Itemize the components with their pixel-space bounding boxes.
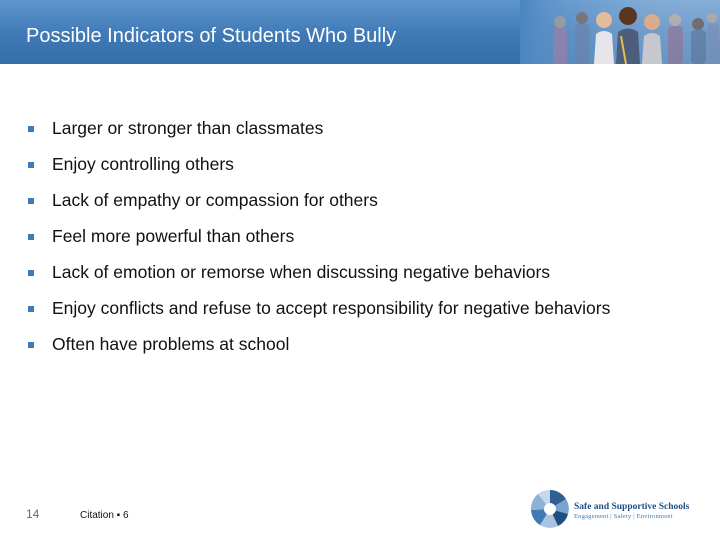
bullet-text: Larger or stronger than classmates xyxy=(52,117,324,138)
slide-number: 14 xyxy=(26,507,40,521)
safe-supportive-schools-logo xyxy=(528,486,700,532)
square-bullet-icon xyxy=(28,270,34,276)
list-item xyxy=(28,218,610,254)
square-bullet-icon xyxy=(28,162,34,168)
list-item xyxy=(28,326,610,362)
list-item xyxy=(28,290,610,326)
bullet-list xyxy=(28,110,610,362)
citation: Citation ▪ 6 xyxy=(80,510,129,521)
bullet-text: Feel more powerful than others xyxy=(52,225,295,246)
square-bullet-icon xyxy=(28,342,34,348)
square-bullet-icon xyxy=(28,306,34,312)
list-item xyxy=(28,110,610,146)
bullet-text: Lack of empathy or compassion for others xyxy=(52,189,378,210)
bullet-text: Lack of emotion or remorse when discussing negative behaviors xyxy=(52,261,551,282)
list-item xyxy=(28,182,610,218)
title-banner xyxy=(0,0,720,64)
bullet-text: Often have problems at school xyxy=(52,333,290,354)
bullet-text: Enjoy conflicts and refuse to accept responsibility for negative behaviors xyxy=(52,297,611,318)
sunburst-globe-logo-icon xyxy=(528,486,574,532)
square-bullet-icon xyxy=(28,198,34,204)
slide-title: Possible Indicators of Students Who Bully xyxy=(26,25,397,47)
logo-tagline: Engagement | Safety | Environment xyxy=(574,513,673,520)
list-item xyxy=(28,146,610,182)
list-item xyxy=(28,254,610,290)
bullet-text: Enjoy controlling others xyxy=(52,153,234,174)
logo-name: Safe and Supportive Schools xyxy=(574,502,690,512)
square-bullet-icon xyxy=(28,126,34,132)
square-bullet-icon xyxy=(28,234,34,240)
students-photo xyxy=(520,0,720,64)
